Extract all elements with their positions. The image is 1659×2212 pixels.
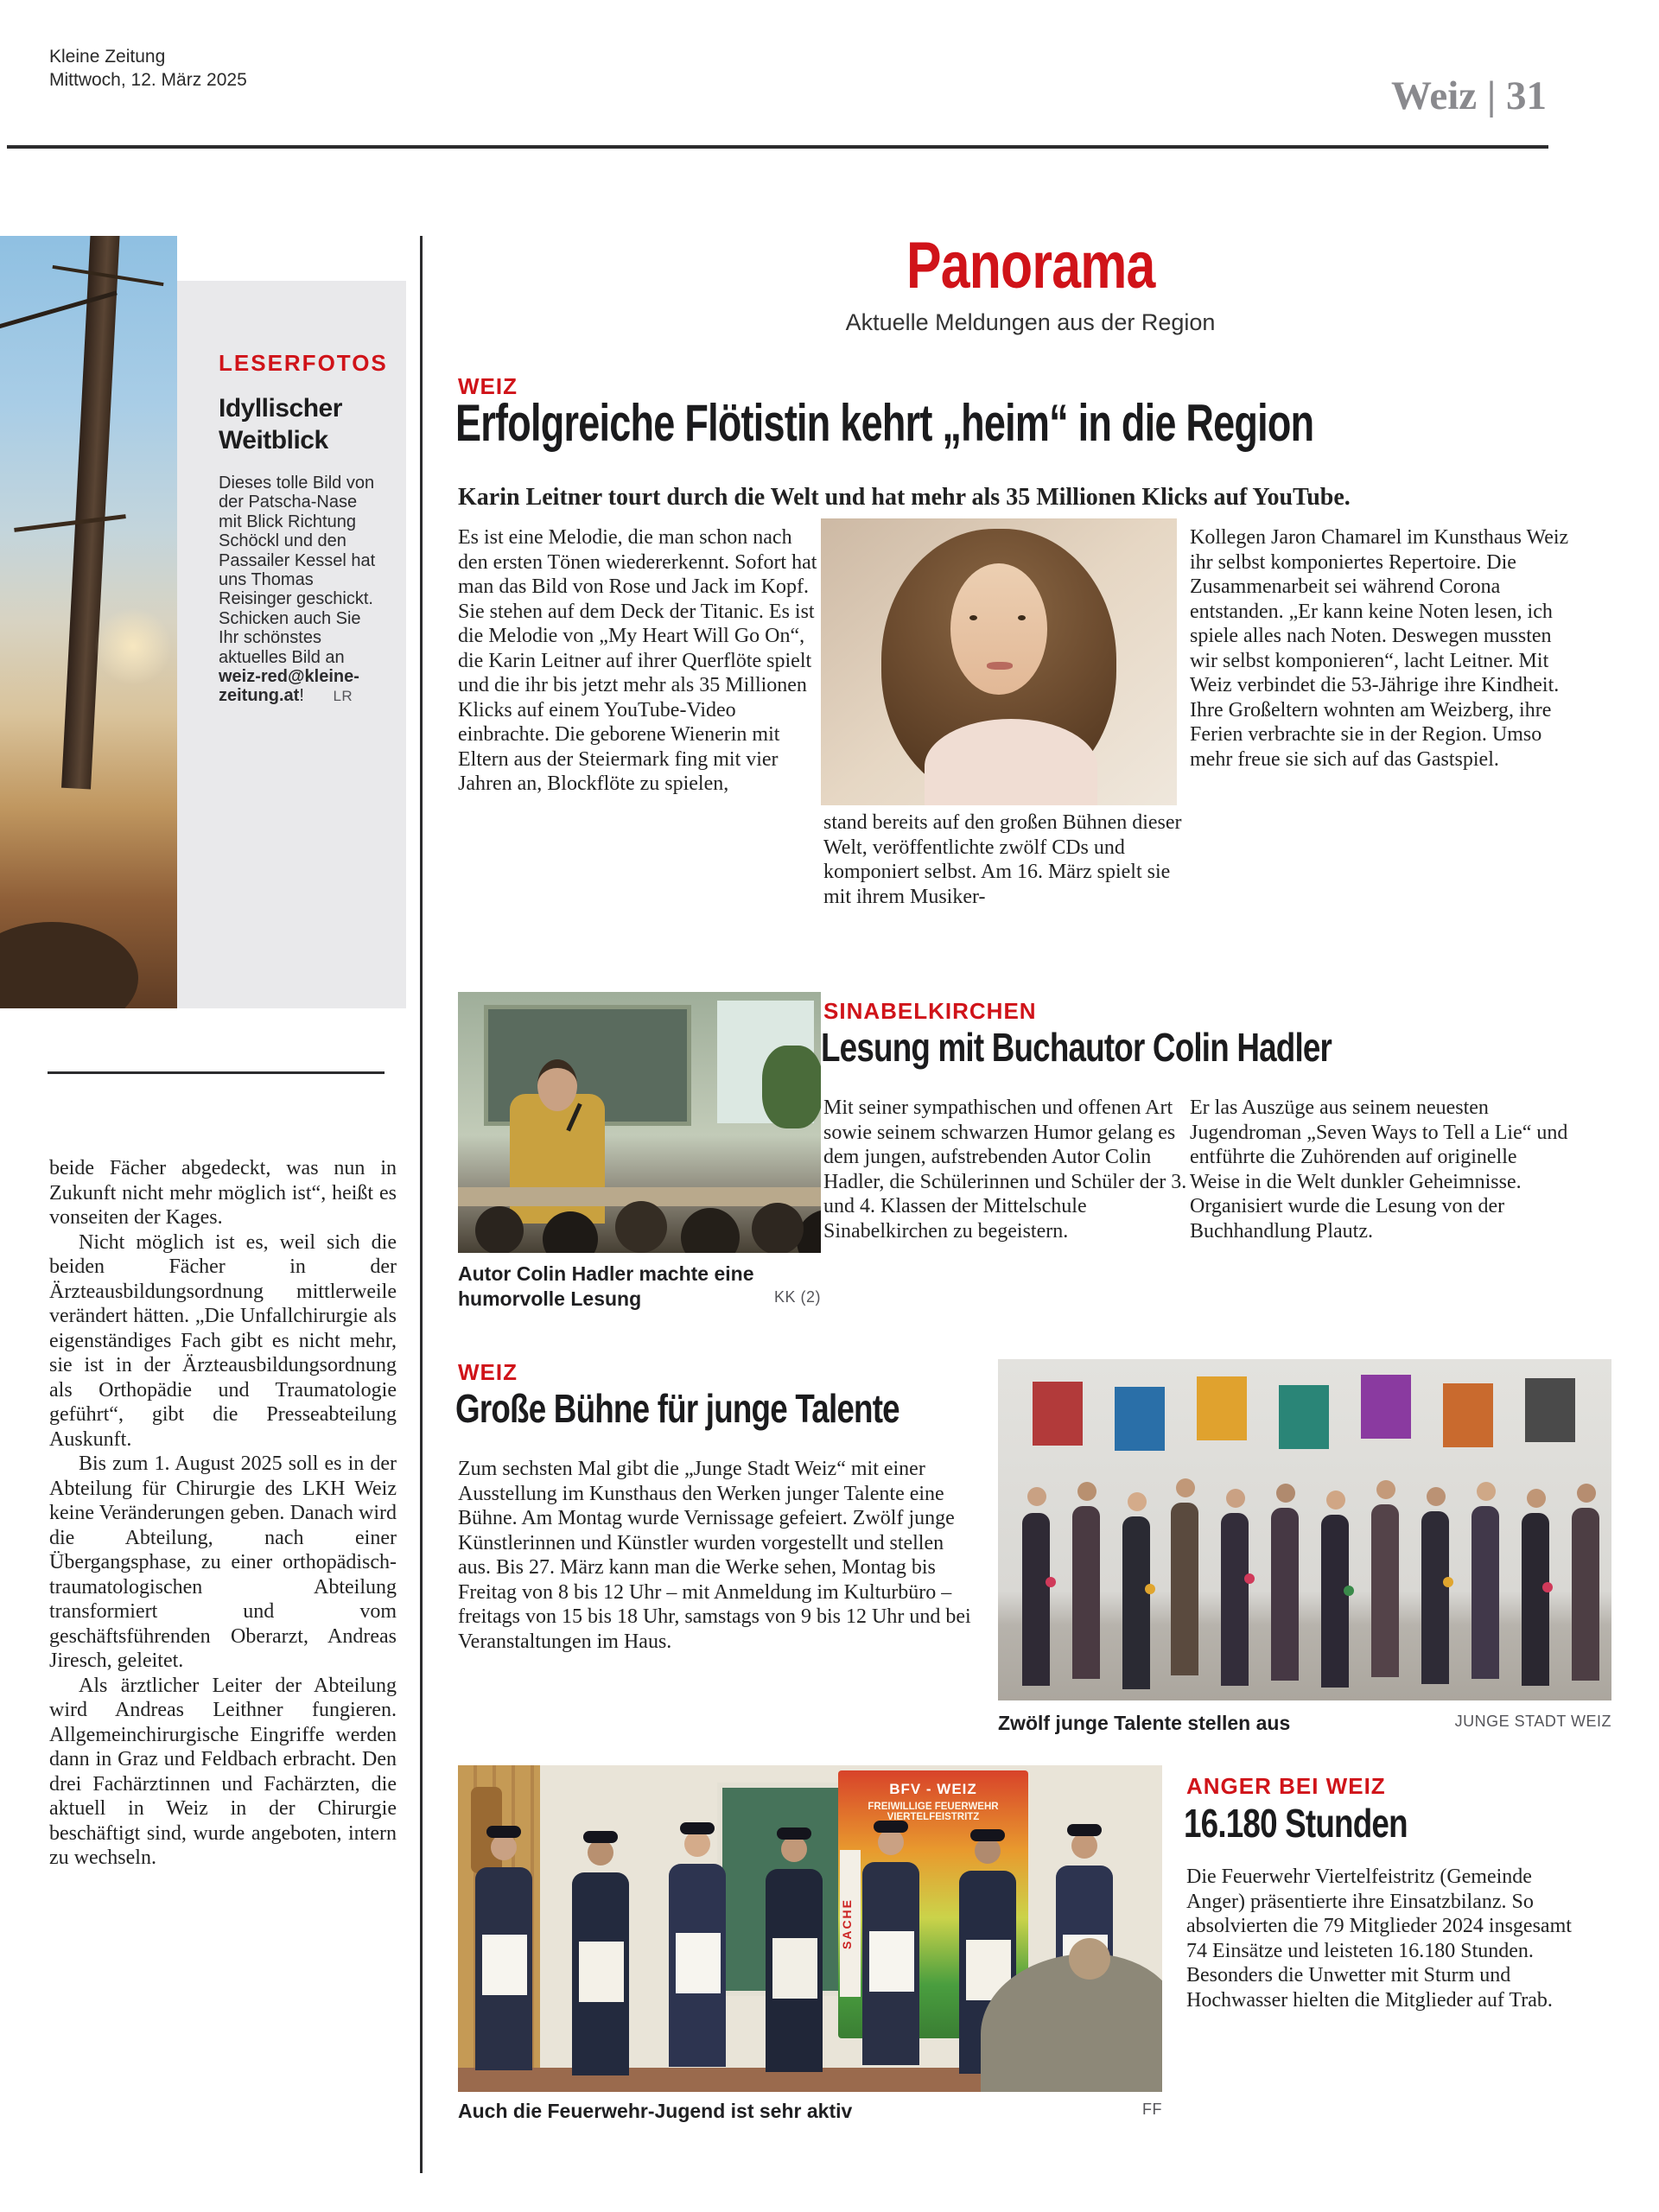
banner-title: BFV - WEIZ	[889, 1781, 977, 1797]
banner-line3: VIERTELFEISTRITZ	[887, 1812, 980, 1822]
leserfotos-text: Dieses tolle Bild von der Patscha-Nase mit Blick Richtung Schöckl und den Passailer Kessel hat uns Thomas Reisinger geschickt. Schicken auch Sie Ihr schönstes aktuelles Bild an	[219, 474, 376, 667]
leserfotos-credit: LR	[333, 688, 353, 705]
hadler-photo-credit: KK (2)	[773, 1288, 821, 1306]
floetistin-kicker: WEIZ	[458, 373, 518, 399]
section-subtitle: Aktuelle Meldungen aus der Region	[845, 308, 1216, 335]
talente-photo-credit: JUNGE STADT WEIZ	[1454, 1713, 1611, 1730]
left-article-paragraph: Nicht möglich ist es, weil sich die beiden Fächer in der Ärzteausbildungsordnung mittlerweile verändert hätten. „Die Unfallchirurgie als eigenständiges Fach gibt es nicht mehr, sie ist in der Ärzteausbildungsordnung als Orthopädie und Traumatologie geführt“, gibt die Presseabteilung Auskunft.	[49, 1230, 397, 1451]
anger-body: Die Feuerwehr Viertelfeistritz (Gemeinde Anger) präsentierte ihre Einsatzbilanz. So absolvierten die 79 Mitglieder 2024 insgesamt 74 Einsätze und leisteten 16.180 Stunden. Besonders die Unwetter mit Sturm und Hochwasser hielten die Mitglieder auf Trab.	[1186, 1866, 1572, 2012]
flowers-shape	[1046, 1577, 1056, 1587]
left-article-body	[49, 1156, 397, 1871]
hadler-photo-caption	[458, 1262, 821, 1312]
eye-shape	[1018, 615, 1026, 620]
eye-shape	[969, 615, 977, 620]
face-shape	[950, 563, 1047, 695]
sunlight-glow-shape	[94, 607, 172, 685]
floetistin-column-3: Kollegen Jaron Chamarel im Kunsthaus Weiz ihr selbst komponiertes Repertoire. Die Zusammenarbeit sei während Corona entstanden. „Er kann keine Noten lesen, ich spiele alles nach Noten. Deswegen mussten wir selbst komponieren“, lacht Leitner. Mit Weiz verbindet die 53-Jährige ihre Kindheit. Ihre Großeltern wohnten am Weizberg, ihre Ferien verbrachte sie in der Region. Umso mehr freue sie sich auf das Gastspiel.	[1190, 526, 1569, 771]
firefighter-heads-shape	[491, 1834, 517, 1860]
feuerwehr-photo-caption	[458, 2099, 1162, 2124]
anger-headline-text: 16.180 Stunden	[1184, 1801, 1408, 1846]
leserfotos-text-end: !	[299, 686, 304, 706]
talente-caption-text: Zwölf junge Talente stellen aus	[998, 1712, 1291, 1734]
anger-headline	[1184, 1802, 1463, 1844]
floetistin-subhead: Karin Leitner tourt durch die Welt und hat mehr als 35 Millionen Klicks auf YouTube.	[458, 484, 1351, 511]
speaker-head-shape	[537, 1059, 577, 1111]
talente-group-photo	[998, 1359, 1611, 1700]
leserfoto-tree-photo	[0, 236, 177, 1008]
left-article-paragraph: Bis zum 1. August 2025 soll es in der Abteilung für Chirurgie des LKH Weiz keine Veränderungen geben. Danach wird die Abteilung, nach einer Übergangsphase, zu einer orthopädisch-traumatologischen Abteilung transformiert und vom geschäftsführenden Oberarzt, Andreas Jiresch, geleitet.	[49, 1452, 397, 1672]
talente-kicker: WEIZ	[458, 1359, 518, 1385]
banner-side-text: SACHE	[840, 1850, 861, 1997]
issue-date: Mittwoch, 12. März 2025	[49, 70, 247, 90]
talente-headline-text: Große Bühne für junge Talente	[455, 1386, 899, 1431]
leserfotos-kicker: LESERFOTOS	[219, 350, 388, 376]
rocks-shape	[0, 922, 138, 1008]
floetistin-headline	[455, 396, 1600, 450]
left-article-paragraph: Als ärztlicher Leiter der Abteilung wird Andreas Leithner fungieren. Allgemeinchirurgische Eingriffe werden dann in Graz und Feldbach erbracht. Den drei Fachärztinnen und Fachärzten, die aktuell in Weiz in der Chirurgie beschäftigt sind, wurde angeboten, intern zu wechseln.	[49, 1674, 397, 1869]
sinabelkirchen-column-2: Er las Auszüge aus seinem neuesten Jugendroman „Seven Ways to Tell a Lie“ und entführte die Zuhörenden auf originelle Weise in die Welt dunkler Geheimnisse. Organisiert wurde die Lesung von der Buchhandlung Plautz.	[1190, 1096, 1568, 1243]
feuerwehr-caption-text: Auch die Feuerwehr-Jugend ist sehr aktiv	[458, 2100, 853, 2122]
talente-body: Zum sechsten Mal gibt die „Junge Stadt Weiz“ mit einer Ausstellung im Kunsthaus den Werken junger Talente eine Bühne. Am Montag wurde Vernissage gefeiert. Zwölf junge Künstlerinnen und Künstler wurden vorgestellt und stellen aus. Bis 27. März kann man die Werke sehen, Montag bis Freitag von 8 bis 12 Uhr – mit Anmeldung im Kulturbüro – freitags von 15 bis 18 Uhr, samstags von 9 bis 12 Uhr und bei Veranstaltungen im Haus.	[458, 1458, 971, 1653]
karin-leitner-photo	[821, 518, 1177, 805]
column-divider	[420, 236, 423, 2173]
lips-shape	[987, 662, 1013, 670]
section-title: Panorama	[906, 229, 1155, 302]
floetistin-column-1: Es ist eine Melodie, die man schon nach den ersten Tönen wiedererkennt. Sofort hat man das Bild von Rose und Jack im Kopf. Sie stehen auf dem Deck der Titanic. Es ist die Melodie von „My Heart Will Go On“, die Karin Leitner auf ihrer Querflöte spielt und die ihr bis jetzt mehr als 35 Millionen Klicks auf einem YouTube-Video einbrachte. Die geborene Wienerin mit Eltern aus der Steiermark fing mit vier Jahren an, Blockflöte zu spielen,	[458, 526, 817, 795]
masthead	[49, 45, 247, 92]
talente-photo-caption	[998, 1711, 1611, 1736]
left-article-paragraph: beide Fächer abgedeckt, was nun in Zukunft nicht mehr möglich ist“, heißt es vonseiten der Kages.	[49, 1157, 397, 1229]
plant-shape	[762, 1046, 821, 1128]
section-page-number: Weiz | 31	[1390, 73, 1547, 118]
leserfotos-box	[177, 281, 406, 1008]
feuerwehr-jugend-photo	[458, 1765, 1162, 2092]
leserfotos-body	[219, 474, 384, 707]
sinabelkirchen-kicker: SINABELKIRCHEN	[823, 998, 1037, 1024]
floetistin-column-2: stand bereits auf den großen Bühnen dieser Welt, veröffentlichte zwölf CDs und komponiert selbst. Am 16. März spielt sie mit ihrem Musiker-	[823, 811, 1182, 908]
people-bodies-shape	[1022, 1513, 1050, 1686]
tree-trunk-shape	[61, 236, 120, 789]
people-heads-shape	[1027, 1487, 1046, 1506]
audience-heads-shape	[475, 1206, 524, 1253]
section-header	[449, 229, 1611, 336]
publication-name: Kleine Zeitung	[49, 47, 166, 67]
certificates-shape	[482, 1935, 527, 1995]
shoulders-shape	[925, 719, 1097, 805]
feuerwehr-photo-credit: FF	[1142, 2101, 1162, 2118]
sinabelkirchen-headline-text: Lesung mit Buchautor Colin Hadler	[821, 1025, 1332, 1070]
colin-hadler-photo	[458, 992, 821, 1253]
talente-headline	[455, 1388, 1010, 1429]
banner-line2: FREIWILLIGE FEUERWEHR	[868, 1802, 999, 1812]
gallery-paintings-shape	[1033, 1382, 1083, 1446]
floetistin-headline-text: Erfolgreiche Flötistin kehrt „heim“ in die Region	[455, 394, 1314, 452]
left-article-rule	[48, 1071, 385, 1074]
leserfotos-title: Idyllischer Weitblick	[219, 394, 342, 454]
desk-shape	[458, 1187, 821, 1206]
photographer-head-shape	[1069, 1938, 1110, 1980]
anger-kicker: ANGER BEI WEIZ	[1186, 1773, 1386, 1799]
firefighter-caps-shape	[486, 1826, 521, 1838]
masthead-rule	[7, 145, 1548, 149]
hadler-caption-text: Autor Colin Hadler machte eine humorvolle Lesung	[458, 1262, 754, 1310]
sinabelkirchen-column-1: Mit seiner sympathischen und offenen Art sowie seinem schwarzen Humor gelang es dem jungen, aufstrebenden Autor Colin Hadler, die Schülerinnen und Schüler der 3. und 4. Klassen der Mittelschule Sinabelkirchen zu begeistern.	[823, 1096, 1187, 1243]
tree-branch-shape	[14, 514, 126, 532]
leserfotos-email: weiz-red@kleine-zeitung.at	[219, 667, 359, 706]
sinabelkirchen-headline	[821, 1027, 1459, 1068]
